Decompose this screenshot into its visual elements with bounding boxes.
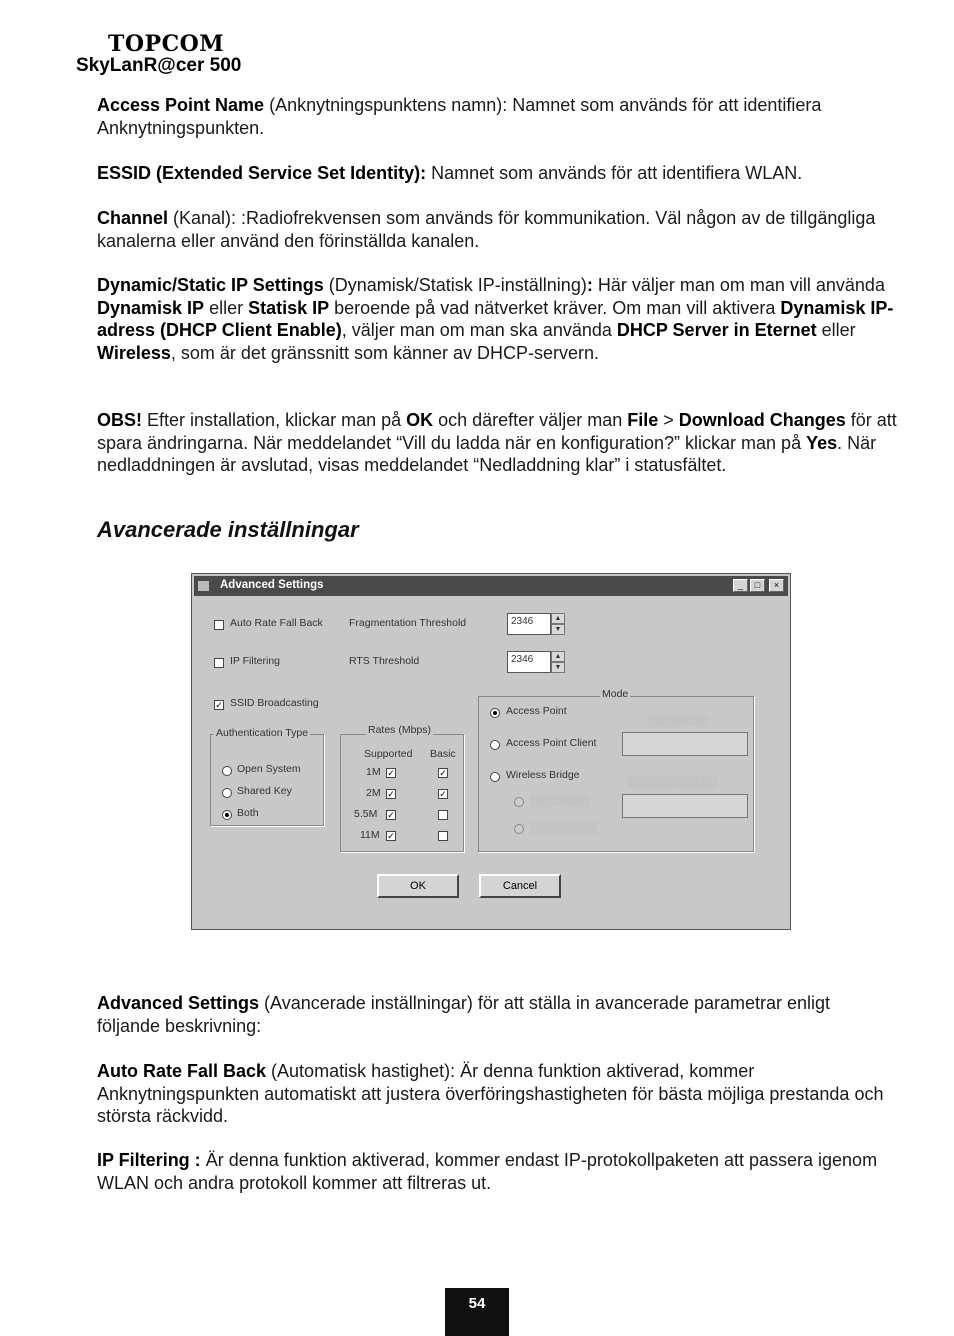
mode-access-point-radio[interactable] (490, 708, 500, 718)
rate-label: 5.5M (354, 808, 378, 820)
auth-shared-radio[interactable] (222, 788, 232, 798)
rts-spinner[interactable] (507, 651, 565, 673)
paragraph-dynamic-static-ip: Dynamic/Static IP Settings (Dynamisk/Statisk IP-inställning): Här väljer man om man vill använda Dynamisk IP eller Statisk IP beroende på vad nätverket kräver. Om man vill aktivera Dynamisk IP-adress (DHCP Client Enable), väljer man om man ska använda DHCP Server in Eternet eller Wireless, som är det gränssnitt som känner av DHCP-servern. (97, 275, 894, 363)
fragmentation-label: Fragmentation Threshold (349, 617, 467, 629)
auth-both-label: Both (237, 807, 259, 819)
rate-label: 11M (360, 829, 380, 841)
close-icon[interactable]: × (769, 579, 784, 592)
mode-access-point-client-label: Access Point Client (506, 737, 597, 749)
auto-rate-checkbox[interactable] (214, 620, 224, 630)
rates-group-label: Rates (Mbps) (368, 724, 432, 736)
ssid-broadcasting-checkbox[interactable]: ✓ (215, 700, 223, 710)
spin-down-icon[interactable]: ▼ (551, 662, 565, 673)
bridge-option-radio (514, 797, 524, 807)
advanced-settings-dialog (191, 573, 791, 930)
rates-basic-header: Basic (430, 748, 456, 760)
mode-access-point-client-radio[interactable] (490, 740, 500, 750)
paragraph-channel: Channel (Kanal): :Radiofrekvensen som används för kommunikation. Väl någon av de tillgängliga kanalerna eller använd den förinställda kanalen. (97, 208, 876, 251)
dialog-titlebar (194, 576, 788, 596)
rts-label: RTS Threshold (349, 655, 420, 667)
ok-button[interactable]: OK (377, 874, 459, 898)
window-menu-icon[interactable] (198, 581, 209, 591)
rate-1m-supported-checkbox[interactable]: ✓ (387, 768, 395, 778)
auth-both-radio[interactable] (222, 810, 232, 820)
page-number: 54 (445, 1288, 509, 1336)
mode-group-label: Mode (602, 688, 629, 700)
rate-5-5m-supported-checkbox[interactable]: ✓ (387, 810, 395, 820)
auth-shared-label: Shared Key (237, 785, 292, 797)
fragmentation-input[interactable]: 2346 (507, 613, 551, 635)
rts-input[interactable]: 2346 (507, 651, 551, 673)
rate-2m-supported-checkbox[interactable]: ✓ (387, 789, 395, 799)
paragraph-essid: ESSID (Extended Service Set Identity): Namnet som används för att identifiera WLAN. (97, 163, 803, 183)
rate-11m-supported-checkbox[interactable]: ✓ (387, 831, 395, 841)
client-address-input[interactable] (622, 732, 748, 756)
rate-2m-basic-checkbox[interactable]: ✓ (439, 789, 447, 799)
auth-open-label: Open System (237, 763, 301, 775)
authentication-group-label: Authentication Type (216, 727, 309, 739)
cancel-button[interactable]: Cancel (479, 874, 561, 898)
disabled-label: ░░░░░░░░ (530, 795, 590, 807)
spin-down-icon[interactable]: ▼ (551, 624, 565, 635)
paragraph-advanced-settings: Advanced Settings (Avancerade inställningar) för att ställa in avancerade parametrar enligt följande beskrivning: (97, 993, 831, 1036)
product-name: SkyLanR@cer 500 (76, 55, 242, 76)
rate-label: 1M (366, 766, 381, 778)
spin-up-icon[interactable]: ▲ (551, 651, 565, 662)
rate-11m-basic-checkbox[interactable] (438, 831, 448, 841)
maximize-icon[interactable]: □ (750, 579, 765, 592)
paragraph-access-point-name: Access Point Name (Anknytningspunktens namn): Namnet som används för att identifiera Anknytningspunkten. (97, 95, 822, 138)
rate-label: 2M (366, 787, 381, 799)
ssid-broadcasting-label: SSID Broadcasting (230, 697, 319, 709)
mode-wireless-bridge-radio[interactable] (490, 772, 500, 782)
bridge-address-input[interactable] (622, 794, 748, 818)
brand-logo: TOPCOM (108, 31, 225, 57)
mode-wireless-bridge-label: Wireless Bridge (506, 769, 580, 781)
rate-5-5m-basic-checkbox[interactable] (438, 810, 448, 820)
disabled-label: ░░░░░░░░░ (530, 822, 597, 834)
paragraph-ip-filtering: IP Filtering : Är denna funktion aktiverad, kommer endast IP-protokollpaketen att passera igenom WLAN och andra protokoll kommer att filtreras ut. (97, 1150, 878, 1193)
dialog-title: Advanced Settings (220, 579, 324, 591)
paragraph-auto-rate: Auto Rate Fall Back (Automatisk hastighet): Är denna funktion aktiverad, kommer Anknytningspunkten automatiskt att justera överföringshastigheten för bästa möjliga prestanda och största räckvidd. (97, 1061, 884, 1126)
fragmentation-spinner[interactable] (507, 613, 565, 635)
ip-filtering-checkbox[interactable] (214, 658, 224, 668)
auth-open-radio[interactable] (222, 766, 232, 776)
section-title: Avancerade inställningar (97, 517, 359, 542)
ip-filtering-label: IP Filtering (230, 655, 280, 667)
spin-up-icon[interactable]: ▲ (551, 613, 565, 624)
disabled-label: ░░░░░░░░░░░░ (628, 776, 718, 788)
bridge-option-radio (514, 824, 524, 834)
minimize-icon[interactable]: _ (733, 579, 748, 592)
paragraph-obs: OBS! Efter installation, klickar man på OK och därefter väljer man File > Download Changes för att spara ändringarna. När meddelandet “Vill du ladda när en konfiguration?” klickar man på Yes. När nedladdningen är avslutad, visas meddelandet “Nedladdning klar” i statusfältet. (97, 410, 897, 475)
disabled-label: ░░░░░░░░ (648, 715, 708, 727)
auto-rate-label: Auto Rate Fall Back (230, 617, 323, 629)
rate-1m-basic-checkbox[interactable]: ✓ (439, 768, 447, 778)
rates-supported-header: Supported (364, 748, 413, 760)
mode-access-point-label: Access Point (506, 705, 567, 717)
